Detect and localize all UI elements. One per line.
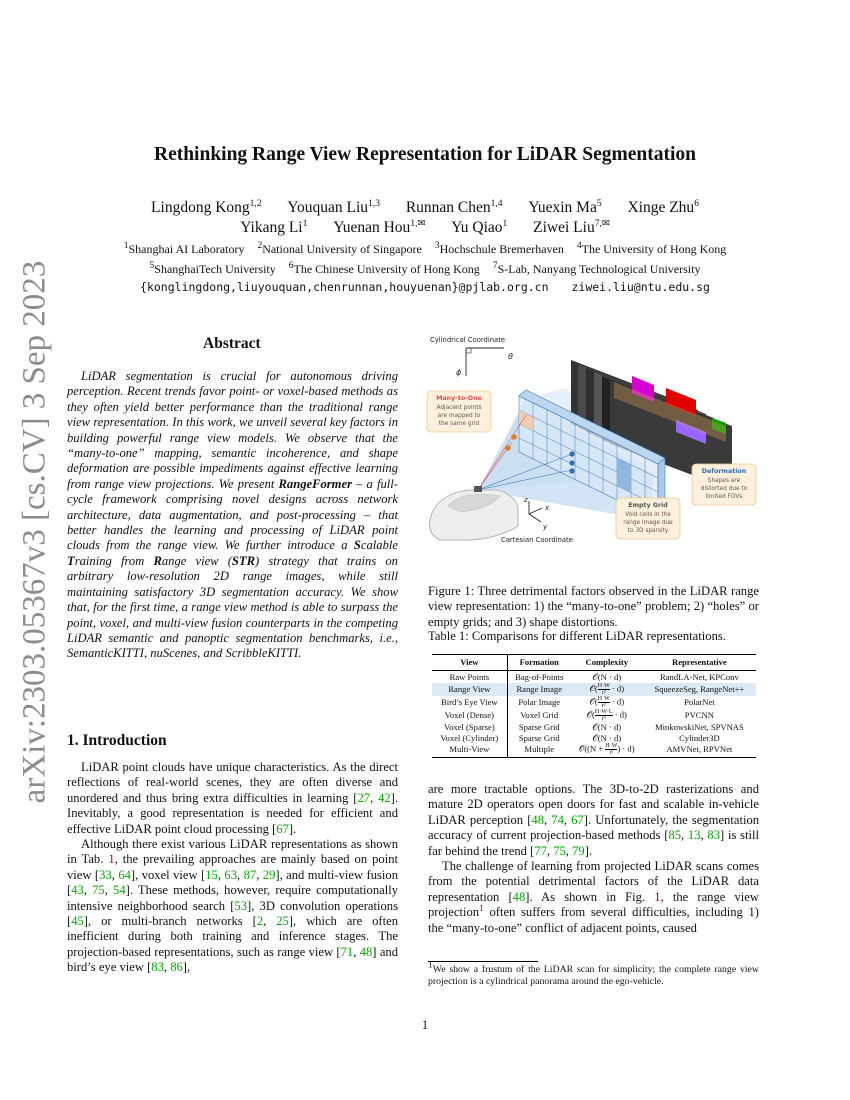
author-emails <box>0 280 850 294</box>
svg-text:range image due: range image due <box>623 520 673 526</box>
section-heading-introduction: 1. Introduction <box>67 732 167 749</box>
paragraph: are more tractable options. The 3D-to-2D rasterizations and mature 2D operators open doors for fast and scalable in-vehicle LiDAR perception [48, 74, 67]. Unfortunately, the segmentation accuracy of current projection-based methods [85, 13, 83] is still far behind the trend [77, 75, 79]. <box>428 782 760 858</box>
callout-deformation <box>692 464 756 505</box>
citation-link[interactable]: 54 <box>113 883 126 898</box>
author-list-row-1 <box>0 199 850 217</box>
citation-link[interactable]: 42 <box>378 790 391 805</box>
table-ref-link[interactable]: 1 <box>108 852 115 867</box>
arxiv-stamp <box>10 260 60 804</box>
table-row: Voxel (Dense) Voxel Grid 𝒪( $\frac{H\cdot W\cdot L}{\text{r³}}$ · d) PVCNN <box>432 709 756 722</box>
table-row-highlighted: Range View Range Image 𝒪( $\frac{H\cdot W}{\text{r²}}$ · d) SqueezeSeg, RangeNet++ <box>432 683 756 696</box>
affiliation: $^3$Hochschule Bremerhaven <box>434 241 564 256</box>
column-header: Formation <box>507 655 571 671</box>
abstract-body: LiDAR segmentation is crucial for autonomous driving perception. Recent trends favor point- or voxel-based methods as they often yield better performance than the traditional range view representation. In this work, we unveil several key factors in building powerful range view models. We observe that the “many-to-one” mapping, semantic incoherence, and shape deformation are possible impediments against effective learning from range view projections. We present RangeFormer – a full-cycle framework comprising novel designs across network architecture, data augmentation, and post-processing – that better handles the learning and processing of LiDAR point clouds from the range view. We further introduce a Scalable Training from Range view (STR) strategy that trains on arbitrary low-resolution 2D range images, while still maintaining satisfactory 3D segmentation accuracy. We show that, for the first time, a range view method is able to surpass the point, voxel, and multi-view fusion counterparts in the competing LiDAR semantic and panoptic segmentation benchmarks, i.e., SemanticKITTI, nuScenes, and ScribbleKITTI. <box>67 369 398 661</box>
author: Yikang Li$^1$ <box>240 218 308 236</box>
axis-z-label: z <box>524 496 528 504</box>
affiliations-row-2 <box>0 262 850 277</box>
lidar-point <box>569 460 574 465</box>
citation-link[interactable]: 85 <box>668 828 682 843</box>
svg-text:Empty Grid: Empty Grid <box>628 502 668 509</box>
introduction-body <box>67 760 398 976</box>
footnote: $^1$We show a frustum of the LiDAR scan for simplicity; the complete range view projection is a cylindrical panorama around the ego-vehicle. <box>428 960 759 987</box>
author: Ziwei Liu$^{7,✉}$ <box>533 218 610 236</box>
svg-text:are mapped to: are mapped to <box>437 413 481 419</box>
citation-link[interactable]: 67 <box>276 821 289 836</box>
author: Yuexin Ma$^5$ <box>528 198 602 216</box>
footnote-ref-link[interactable]: 1 <box>479 904 484 915</box>
table-row: Voxel (Sparse) Sparse Grid 𝒪(N · d) MinkowskiNet, SPVNAS <box>432 722 756 733</box>
citation-link[interactable]: 48 <box>512 889 526 904</box>
citation-link[interactable]: 64 <box>118 867 131 882</box>
affiliations-row-1 <box>0 242 850 257</box>
page-number: 1 <box>421 1018 429 1032</box>
column-header: View <box>432 655 507 671</box>
column-header: Representative <box>643 655 756 671</box>
cylindrical-axes <box>430 336 513 377</box>
table-caption: Table 1: Comparisons for different LiDAR representations. <box>428 629 726 643</box>
affiliation: $^6$The Chinese University of Hong Kong <box>288 261 480 276</box>
svg-text:Deformation: Deformation <box>701 468 747 475</box>
paragraph: LiDAR point clouds have unique characteristics. As the direct reflections of real-world scenes, they are often diverse and unordered and thus bring extra difficulties in learning [27, 42]. Inevitably, a good representation is needed for efficient and effective LiDAR point cloud processing [67]. <box>67 760 399 836</box>
author: Runnan Chen$^{1,4}$ <box>405 198 503 216</box>
author: Yu Qiao$^1$ <box>451 218 508 236</box>
citation-link[interactable]: 33 <box>99 867 112 882</box>
citation-link[interactable]: 29 <box>262 867 276 882</box>
table-row: Raw Points Bag-of-Points 𝒪(N · d) RandLA-Net, KPConv <box>432 670 756 683</box>
paragraph: Although there exist various LiDAR representations as shown in Tab. 1, the prevailing approaches are mainly based on point view [33, 64], voxel view [15, 63, 87, 29], and multi-view fusion [43, 75, 54]. These methods, however, require computationally intensive neighborhood search [53], 3D convolution operations [45], or multi-branch networks [2, 25], which are often inefficient during both training and inference stages. The projection-based representations, such as range view [71, 48] and bird’s eye view [83, 86], <box>67 837 399 975</box>
citation-link[interactable]: 63 <box>224 867 238 882</box>
phi-label: ϕ <box>456 368 462 377</box>
theta-label: θ <box>508 352 513 361</box>
citation-link[interactable]: 15 <box>205 867 218 882</box>
citation-link[interactable]: 27 <box>357 790 371 805</box>
author-list-row-2 <box>0 219 850 237</box>
lidar-point <box>505 445 511 451</box>
right-column-body <box>428 782 759 936</box>
author: Xinge Zhu$^6$ <box>627 198 699 216</box>
affiliation: $^2$National University of Singapore <box>257 241 422 256</box>
paragraph: The challenge of learning from projected LiDAR scans comes from the potential detrimental factors of the LiDAR data representation [48]. As shown in Fig. 1, the range view projection$^1$ often suffers from several difficulties, including 1) the “many-to-one” conflict of adjacent points, caused <box>428 859 759 935</box>
citation-link[interactable]: 2 <box>256 914 264 929</box>
figure-ref-link[interactable]: 1 <box>654 889 661 904</box>
citation-link[interactable]: 75 <box>92 883 105 898</box>
table-row: Voxel (Cylinder) Sparse Grid 𝒪(N · d) Cylinder3D <box>432 733 756 744</box>
cylindrical-coordinate-label: Cylindrical Coordinate <box>430 336 506 344</box>
citation-link[interactable]: 75 <box>553 843 566 858</box>
citation-link[interactable]: 79 <box>572 843 585 858</box>
ego-vehicle <box>429 486 518 540</box>
comparison-table <box>432 654 756 758</box>
citation-link[interactable]: 53 <box>234 898 247 913</box>
svg-text:Void cells in the: Void cells in the <box>625 512 671 518</box>
citation-link[interactable]: 43 <box>71 883 84 898</box>
axis-y-label: y <box>543 523 548 531</box>
citation-link[interactable]: 77 <box>534 843 547 858</box>
callout-empty-grid <box>616 498 680 539</box>
affiliation: $^4$The University of Hong Kong <box>576 241 727 256</box>
svg-text:to 3D sparsity: to 3D sparsity <box>627 528 669 534</box>
lidar-point <box>569 468 574 473</box>
email: ziwei.liu@ntu.edu.sg <box>571 280 710 294</box>
affiliation: $^7$S-Lab, Nanyang Technological University <box>492 261 701 276</box>
table-row: Bird’s Eye View Polar Image 𝒪( $\frac{H\cdot W}{\text{r²}}$ · d) PolarNet <box>432 696 756 709</box>
arxiv-stamp-text: arXiv:2303.05367v3 [cs.CV] 3 Sep 2023 <box>16 260 53 804</box>
svg-text:the same grid: the same grid <box>438 421 480 427</box>
affiliation: $^5$ShanghaiTech University <box>149 261 276 276</box>
cartesian-coordinate-label: Cartesian Coordinate <box>501 536 573 544</box>
citation-link[interactable]: 25 <box>276 914 289 929</box>
author: Yuenan Hou$^{1,✉}$ <box>333 218 426 236</box>
citation-link[interactable]: 83 <box>707 828 721 843</box>
citation-link[interactable]: 87 <box>243 867 257 882</box>
lidar-sensor-icon <box>474 486 482 492</box>
lidar-point <box>569 451 574 456</box>
callout-many-to-one <box>427 391 491 432</box>
lidar-point <box>511 434 517 440</box>
citation-link[interactable]: 83 <box>151 960 164 975</box>
citation-link[interactable]: 67 <box>571 812 584 827</box>
footnote-rule <box>428 961 538 962</box>
author: Youquan Liu$^{1,3}$ <box>287 198 380 216</box>
paper-title: Rethinking Range View Representation for LiDAR Segmentation <box>153 144 697 165</box>
figure-caption: Figure 1: Three detrimental factors observed in the LiDAR range view representation: 1) the “many-to-one” problem; 2) “holes” or empty grids; and 3) shape distortions. <box>428 584 759 629</box>
citation-link[interactable]: 86 <box>170 960 183 975</box>
citation-link[interactable]: 71 <box>340 944 354 959</box>
citation-link[interactable]: 13 <box>687 828 701 843</box>
svg-text:Many-to-One: Many-to-One <box>436 395 482 402</box>
svg-text:Shapes are: Shapes are <box>707 478 741 484</box>
table-header-row <box>432 655 756 671</box>
svg-text:distorted due to: distorted due to <box>700 486 748 492</box>
author: Lingdong Kong$^{1,2}$ <box>151 198 262 216</box>
citation-link[interactable]: 74 <box>551 812 564 827</box>
figure-1-range-view-diagram <box>426 330 766 558</box>
citation-link[interactable]: 45 <box>71 914 84 929</box>
citation-link[interactable]: 48 <box>531 812 544 827</box>
email: {konglingdong,liuyouquan,chenrunnan,houyuenan}@pjlab.org.cn <box>140 280 549 294</box>
axis-x-label: x <box>545 504 550 512</box>
citation-link[interactable]: 48 <box>359 944 373 959</box>
svg-text:Adjacent points: Adjacent points <box>436 405 482 411</box>
affiliation: $^1$Shanghai AI Laboratory <box>123 241 245 256</box>
column-header: Complexity <box>571 655 643 671</box>
table-row: Multi-View Multiple 𝒪((N + $\frac{H\cdot W}{\text{r²}}$ ) · d) AMVNet, RPVNet <box>432 743 756 758</box>
abstract-heading: Abstract <box>203 335 261 352</box>
svg-text:limited FOVs: limited FOVs <box>705 494 743 500</box>
